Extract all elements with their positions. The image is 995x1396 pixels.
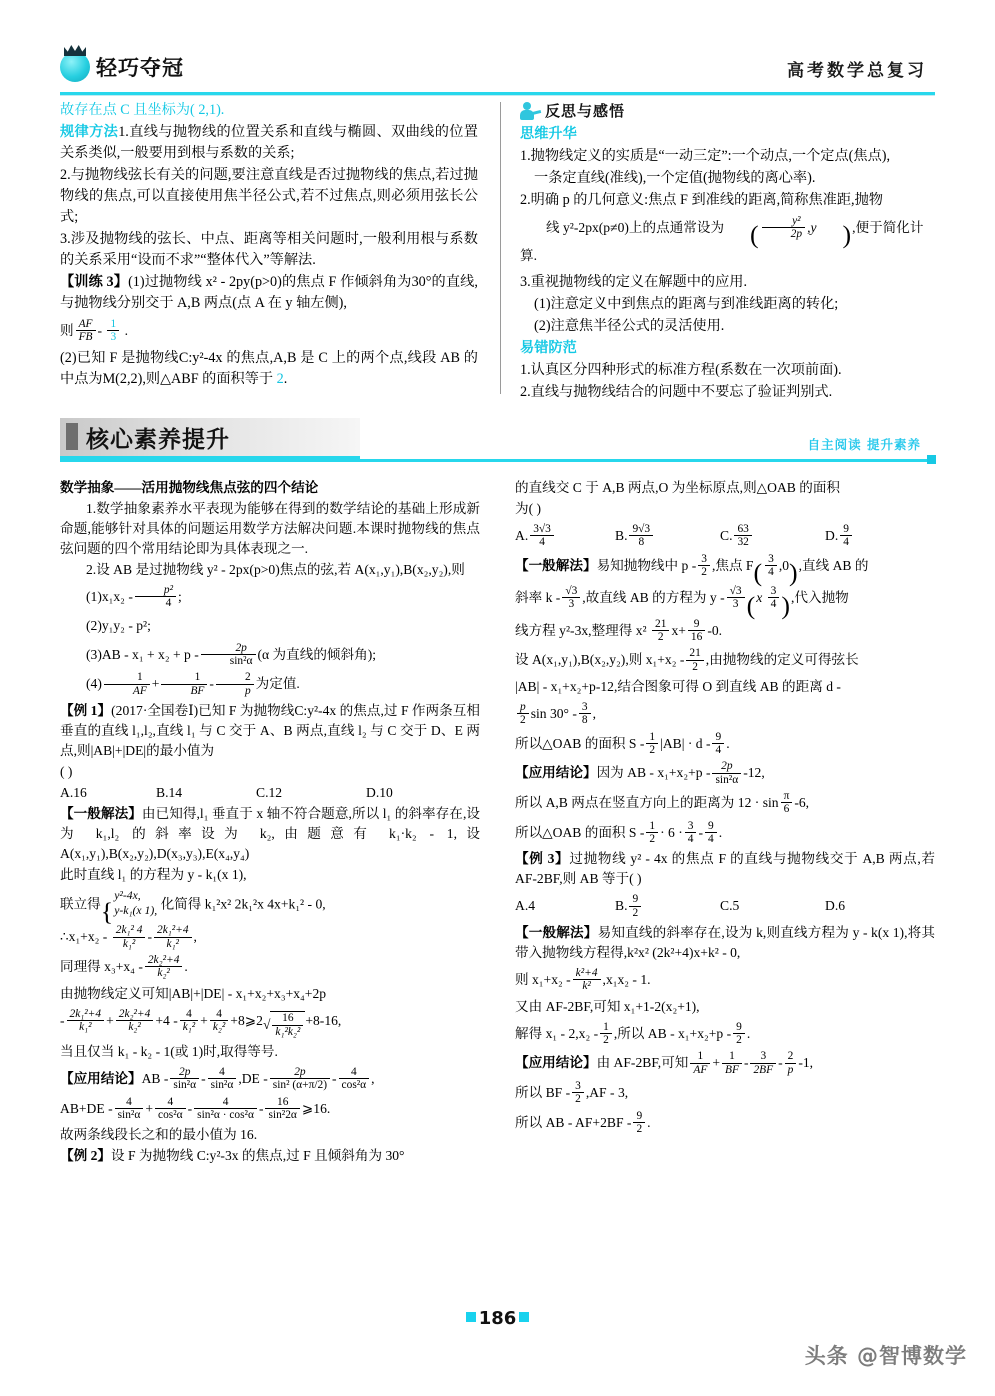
p7-eq: -	[60, 1012, 65, 1028]
application-1-label: 【应用结论】	[60, 1070, 142, 1086]
option-b-fraction: $\frac{9}{2}$	[629, 893, 641, 919]
s3p2-fraction: $\frac{\text{k²+4}}{\text{k²}}$	[573, 967, 601, 993]
thinking-2b-y: ,y	[807, 219, 817, 235]
option-d[interactable]: D.10	[366, 784, 393, 800]
a2p2-pre: 所以 A,B 两点在竖直方向上的距离为 12 · sin	[515, 794, 779, 810]
p7-mid: +4 -	[155, 1012, 178, 1028]
one-over-af-fraction: $\frac{1}{AF}$	[104, 671, 150, 697]
a2p3-fraction-1: $\frac{1}{2}$	[646, 820, 658, 846]
af-fb-fraction: $\frac{AF}{FB}$	[76, 318, 96, 344]
s2p3-fraction-2: $\frac{9}{16}$	[688, 618, 705, 644]
app1-fraction-3: $\frac{2p}{\text{sin² (α+π/2)}}$	[270, 1066, 330, 1092]
a2p2-fraction: $\frac{\pi}{6}$	[781, 790, 793, 816]
a3-fraction-2: $\frac{1}{BF}$	[722, 1050, 742, 1076]
top-block	[60, 100, 935, 400]
rule-3: 3.涉及抛物线的弦长、中点、距离等相关问题时,一般利用根与系数的关系采用“设而不求”“整体代入”等解法.	[60, 231, 478, 268]
option-b[interactable]: B. $\frac{9√3}{8}$	[615, 523, 720, 549]
p7-fraction-3: $\frac{4}{\text{k₁²}}$	[180, 1008, 198, 1034]
a2p1-fraction: $\frac{2p}{\text{sin²α}}$	[712, 760, 741, 786]
s3p4-pre: 解得 x₁ - 2,x₂ -	[515, 1025, 599, 1041]
rule-1: 1.直线与抛物线的位置关系和直线与椭圆、双曲线的位置关系类似,一般要用到根与系数的关系;	[60, 124, 478, 161]
page-marker-right-icon	[519, 1312, 529, 1322]
brace-icon: {	[100, 897, 114, 927]
conclusion-4	[60, 671, 480, 697]
option-a[interactable]: A. $\frac{3√3}{4}$	[515, 523, 615, 549]
solution-2-p5: |AB| - x₁+x₂+p-12,结合图象可得 O 到直线 AB 的距离 d -	[515, 678, 841, 694]
paren-close: )	[781, 590, 790, 620]
app1-l2-eq2: -	[258, 1100, 264, 1116]
main-left-column	[60, 478, 480, 1167]
banner-rule	[360, 459, 927, 462]
s2p6-post: ,	[592, 705, 597, 721]
p5-pre: 同理得 x₃+x₄ -	[60, 958, 143, 974]
header-rule-soft	[60, 95, 935, 96]
banner-subtitle: 自主阅读 提升素养	[807, 437, 921, 452]
top-left-column	[60, 100, 478, 391]
training-1-tail: 则	[60, 322, 74, 338]
p4-post: ,	[193, 929, 197, 945]
app1-end: ,	[371, 1070, 375, 1086]
app1-l2-end: ⩾16.	[301, 1100, 331, 1116]
option-a-fraction: $\frac{3√3}{4}$	[530, 523, 554, 549]
s2p7-fraction-2: $\frac{9}{4}$	[712, 731, 724, 757]
s2p3-mid: x+	[671, 622, 686, 638]
option-c-fraction: $\frac{63}{32}$	[734, 523, 751, 549]
a3p3-pre: 所以 AB - AF+2BF -	[515, 1114, 632, 1130]
thinking-1a: 1.抛物线定义的实质是“一动三定”:一个动点,一个定点(焦点),	[520, 148, 891, 164]
solution-2-p3	[515, 618, 935, 644]
application-2-label: 【应用结论】	[515, 765, 597, 781]
crown-icon	[60, 52, 90, 82]
thinking-3-2: (2)注意焦半径公式的灵活使用.	[534, 317, 725, 334]
page-marker-left-icon	[466, 1312, 476, 1322]
training-1-equation: 则 $\frac{AF}{FB}$ - $\frac{1}{3}$ .	[60, 318, 128, 344]
s3p4-post: .	[746, 1025, 751, 1041]
app1-eq2: -	[332, 1070, 337, 1086]
s3p4-fraction-1: $\frac{1}{2}$	[600, 1021, 612, 1047]
page-title: 高考数学总复习	[787, 61, 927, 81]
example-2-label: 【例 2】	[60, 1148, 111, 1164]
solution-1-p2: 此时直线 l₁ 的方程为 y - k₁(x 1),	[60, 866, 247, 882]
paragraph-1: 1.数学抽象素养水平表现为能够在得到的数学结论的基础上形成新命题,能够针对具体的问题运用数学方法解决问题.本课时抛物线的焦点弦问题的四个常用结论即为具体表现之一.	[60, 501, 480, 556]
banner-end-square	[927, 455, 936, 464]
y2-over-2p-fraction: $\frac{\text{y²}}{2p}$	[762, 215, 805, 241]
s2p6-fraction-1: $\frac{p}{2}$	[517, 701, 529, 727]
conclusion-3-post: (α 为直线的倾斜角);	[257, 646, 377, 662]
p7-fraction-1: $\frac{\text{2k₁²+4}}{\text{k₁²}}$	[67, 1008, 105, 1034]
solution-3-p1: 易知直线的斜率存在,设为 k,则直线方程为 y - k(x 1),将其带入抛物线方程得,k²x² (2k²+4)x+k² - 0,	[515, 924, 935, 960]
option-b-fraction: $\frac{9√3}{8}$	[629, 523, 653, 549]
application-3-p2	[515, 1080, 935, 1106]
s2p2-fraction-1: $\frac{√3}{3}$	[562, 585, 580, 611]
p7-radicand-fraction: $\frac{16}{\text{k₁²k₂²}}$	[272, 1012, 303, 1038]
s3p2-post: ,x₁x₂ - 1.	[602, 971, 651, 987]
application-3-label: 【应用结论】	[515, 1055, 597, 1071]
s2p7-mid: |AB| · d -	[660, 735, 711, 751]
page-number: 186	[478, 1308, 517, 1329]
page-number-wrap	[466, 1308, 530, 1329]
a3-fraction-1: $\frac{1}{AF}$	[690, 1050, 710, 1076]
p7-fraction-4: $\frac{4}{\text{k₂²}}$	[210, 1008, 228, 1034]
p4-pre: ∴x₁+x₂ -	[60, 929, 108, 945]
option-a[interactable]: A.16	[60, 784, 87, 800]
training-2: (2)已知 F 是抛物线C:y²-4x 的焦点,A,B 是 C 上的两个点,线段 AB 的中点为M(2,2),则△ABF 的面积等于	[60, 349, 478, 387]
page-header	[60, 52, 935, 96]
training-1: (1)过抛物线 x² - 2py(p>0)的焦点 F 作倾斜角为30°的直线,与抛物线分别交于 A,B 两点(点 A 在 y 轴左侧),	[60, 274, 478, 311]
banner-marker	[66, 423, 78, 450]
s2p4-pre: 设 A(x₁,y₁),B(x₂,y₂),则 x₁+x₂ -	[515, 652, 685, 668]
example-2-text: 设 F 为抛物线 C:y²-3x 的焦点,过 F 且倾斜角为 30°	[110, 1148, 405, 1164]
application-2-p1	[515, 760, 935, 786]
pitfall-1: 1.认真区分四种形式的标准方程(系数在一次项前面).	[520, 361, 842, 378]
training-2-answer: 2	[276, 370, 284, 387]
paren-open: (	[750, 220, 759, 250]
example-3-options	[515, 893, 935, 919]
example-1-options	[60, 783, 480, 803]
p4-eq: -	[147, 929, 152, 945]
app1-mid: ,DE -	[238, 1070, 268, 1086]
a2p1-post: -12,	[743, 765, 765, 781]
solution-2-p2	[515, 585, 935, 620]
s3p4-mid: ,所以 AB - x₁+x₂+p -	[613, 1025, 732, 1041]
solution-1-p8: 当且仅当 k₁ - k₂ - 1(或 1)时,取得等号.	[60, 1044, 278, 1060]
a3-fraction-3: $\frac{3}{2BF}$	[750, 1050, 776, 1076]
example-3-text: 过抛物线 y² - 4x 的焦点 F 的直线与抛物线交于 A,B 两点,若 AF-2BF,则 AB 等于( )	[515, 851, 935, 887]
option-b[interactable]: B. $\frac{9}{2}$	[615, 893, 720, 919]
option-b[interactable]: B.14	[156, 784, 183, 800]
a3p3-post: .	[647, 1114, 651, 1130]
app1-l2-fraction-4: $\frac{16}{\text{sin²2α}}$	[265, 1096, 299, 1122]
s2p7-fraction-1: $\frac{1}{2}$	[646, 731, 658, 757]
page-footer	[0, 1308, 995, 1338]
application-3-p3	[515, 1110, 935, 1136]
example-1-paren: ( )	[60, 763, 73, 779]
solution-3-label: 【一般解法】	[515, 924, 598, 940]
s2p2-fraction-2: $\frac{√3}{3}$	[727, 585, 745, 611]
p7-fraction-2: $\frac{\text{2k₂²+4}}{\text{k₂²}}$	[116, 1008, 154, 1034]
paren-open: (	[753, 558, 763, 588]
a3-post: -1,	[798, 1055, 814, 1071]
option-c[interactable]: C.5	[720, 898, 740, 914]
s2p4-fraction: $\frac{21}{2}$	[686, 647, 703, 673]
thinking-2b	[520, 215, 935, 268]
reflection-header	[520, 100, 935, 121]
application-1-line3: 故两条线段长之和的最小值为 16.	[60, 1127, 258, 1143]
option-d[interactable]: D.6	[825, 898, 846, 914]
paren-open: (	[746, 590, 756, 620]
app1-fraction-4: $\frac{4}{\text{cos²α}}$	[339, 1066, 370, 1092]
p7-tail: +8⩾2	[230, 1012, 263, 1028]
application-1	[60, 1066, 480, 1092]
thinking-2a: 2.明确 p 的几何意义:焦点 F 到准线的距离,简称焦准距,抛物	[520, 192, 883, 208]
s2p1-fraction-2: $\frac{3}{4}$	[765, 553, 777, 579]
p2-over-4-fraction: $\frac{\text{p²}}{4}$	[135, 584, 176, 610]
a2p3-fraction-2: $\frac{3}{4}$	[685, 820, 697, 846]
conclusion-3-pre: (3)AB - x₁ + x₂ + p -	[86, 646, 199, 662]
solution-2-p6	[515, 701, 935, 727]
app1-l2-plus: +	[145, 1100, 153, 1116]
a3-eq1: -	[743, 1055, 749, 1071]
system-post: 化简得 k₁²x² 2k₁²x 4x+k₁² - 0,	[160, 896, 326, 912]
rule-2: 2.与抛物线弦长有关的问题,要注意直线是否过抛物线的焦点,若过抛物线的焦点,可以直接使用焦半径公式,若不过焦点,则必须用弦长公式;	[60, 167, 478, 225]
s2p6-mid: sin 30° -	[530, 705, 577, 721]
a3-plus: +	[712, 1055, 720, 1071]
paragraph-2: 2.设 AB 是过抛物线 y² - 2px(p>0)焦点的弦,若 A(x₁,y₁),B(x₂,y₂),则	[86, 562, 465, 577]
app1-fraction-1: $\frac{2p}{\text{sin²α}}$	[170, 1066, 199, 1092]
system-equations: y²-4x, y-k₁(x 1),	[114, 888, 158, 917]
banner-title: 核心素养提升	[86, 427, 230, 453]
a3p2-post: ,AF - 3,	[585, 1084, 629, 1100]
thinking-3-1: (1)注意定义中到焦点的距离与到准线距离的转化;	[534, 295, 839, 312]
a2p3-fraction-3: $\frac{9}{4}$	[705, 820, 717, 846]
s2p1-pre: 易知抛物线中 p -	[596, 557, 697, 573]
s2p4-post: ,由抛物线的定义可得弦长	[705, 652, 859, 668]
application-2-p3	[515, 820, 935, 846]
conclusion-1-post: ;	[177, 588, 182, 604]
p4-fraction-2: $\frac{\text{2k₁²+4}}{\text{k₁²}}$	[154, 924, 192, 950]
a3p2-pre: 所以 BF -	[515, 1084, 571, 1100]
example-2-options	[515, 523, 935, 549]
solution-3-p3: 又由 AF-2BF,可知 x₁+1-2(x₂+1),	[515, 998, 700, 1014]
conclusion-4-plus: +	[151, 676, 160, 692]
solution-1-p4	[60, 924, 480, 950]
application-1-line2	[60, 1096, 480, 1122]
s3p4-fraction-2: $\frac{9}{2}$	[733, 1021, 745, 1047]
solution-1-p7: - $\frac{\text{2k₁²+4}}{\text{k₁²}}$ + $\frac{\text{2k₂²+4}}{\text{k₂²}}$ +4 - $\frac{4}{\text{k₁²}}$ + $\frac{4}{\text{k₂²}}$ +8⩾2√ $\frac{16}{\text{k₁²k₂²}}$ +8-16,	[60, 1007, 342, 1038]
option-d-fraction: $\frac{9}{4}$	[840, 523, 852, 549]
continuation-1: 的直线交 C 于 A,B 两点,O 为坐标原点,则△OAB 的面积	[515, 480, 841, 495]
s2p3-pre: 线方程 y²-3x,整理得 x²	[515, 622, 647, 638]
a3p3-fraction: $\frac{9}{2}$	[633, 1110, 645, 1136]
2p-over-sin2a-fraction: $\frac{2p}{\text{sin²α}}$	[201, 642, 256, 668]
pitfall-2: 2.直线与抛物线结合的问题中不要忘了验证判别式.	[520, 383, 833, 400]
sqrt-icon: √ $\frac{16}{\text{k₁²k₂²}}$	[263, 1011, 305, 1038]
a2p1-pre: 因为 AB - x₁+x₂+p -	[596, 765, 711, 781]
example-3-label: 【例 3】	[515, 851, 570, 867]
s2p2-x: x	[756, 590, 763, 606]
s2p7-post: .	[726, 735, 730, 751]
s2p7-pre: 所以△OAB 的面积 S -	[515, 735, 645, 751]
training-2-period: .	[283, 370, 288, 387]
section-banner	[60, 418, 935, 470]
training-1-answer-fraction: $\frac{1}{3}$	[107, 318, 119, 344]
two-over-p-fraction: $\frac{2}{p}$	[216, 671, 254, 697]
solution-1-label: 【一般解法】	[60, 805, 142, 821]
example-1-text: (2017·全国卷Ⅰ)已知 F 为抛物线C:y²-4x 的焦点,过 F 作两条互相垂直的直线 l₁,l₂,直线 l₁ 与 C 交于 A、B 两点,直线 l₂ 与 C 交于 D、E 两点,则|AB|+|DE|的最小值为	[60, 702, 481, 758]
a2p3-pre: 所以△OAB 的面积 S -	[515, 824, 645, 840]
conclusion-2: (2)y₁y₂ - p²;	[86, 617, 151, 633]
main-right-column	[515, 478, 935, 1139]
solution-1-p5	[60, 954, 480, 980]
brand-name: 轻巧夺冠	[96, 56, 184, 80]
solution-2-p7	[515, 731, 935, 757]
a2p3-post: .	[718, 824, 723, 840]
s3p2-pre: 则 x₁+x₂ -	[515, 971, 571, 987]
paren-close: )	[842, 220, 852, 250]
s2p1-fraction-1: $\frac{3}{2}$	[698, 553, 710, 579]
solution-2-label: 【一般解法】	[515, 557, 597, 573]
a3-fraction-4: $\frac{2}{p}$	[785, 1050, 797, 1076]
solution-3-p4	[515, 1021, 935, 1047]
person-icon	[520, 102, 540, 120]
p7-end: +8-16,	[305, 1012, 342, 1028]
p5-post: .	[184, 958, 188, 974]
conclusion-4-post: 为定值.	[255, 676, 300, 692]
p4-fraction-1: $\frac{\text{2k₁² 4}}{\text{k₁²}}$	[113, 924, 146, 950]
system-pre: 联立得	[60, 896, 101, 912]
s2p2-pre: 斜率 k -	[515, 590, 561, 606]
training-label: 【训练 3】	[60, 274, 129, 290]
s2p2-mid: ,故直线 AB 的方程为 y -	[582, 590, 725, 606]
watermark: 头条 @智博数学	[804, 1344, 967, 1368]
app1-l2-fraction-1: $\frac{4}{\text{sin²α}}$	[115, 1096, 144, 1122]
continuation-2: 为( )	[515, 501, 542, 516]
column-divider	[500, 102, 501, 394]
solution-1-p6: 由抛物线定义可知|AB|+|DE| - x₁+x₂+x₃+x₄+2p	[60, 985, 327, 1001]
option-c[interactable]: C.12	[256, 784, 283, 800]
s2p1-post: ,直线 AB 的	[798, 557, 869, 573]
conclusion-3	[60, 642, 480, 668]
rule-method-label: 规律方法	[60, 124, 119, 140]
app1-pre: AB -	[141, 1070, 169, 1086]
s2p6-fraction-2: $\frac{3}{8}$	[579, 701, 591, 727]
training-1-eq: -	[97, 322, 103, 338]
paren-close: )	[789, 558, 798, 588]
s2p3-fraction-1: $\frac{21}{2}$	[652, 618, 669, 644]
thinking-1b: 一条定直线(准线),一个定值(抛物线的离心率).	[534, 170, 816, 186]
solution-1-system	[60, 888, 480, 927]
s2p3-post: -0.	[707, 622, 723, 638]
thinking-2b-pre: 线 y²-2px(p≠0)上的点通常设为	[546, 219, 725, 235]
a3p1-pre: 由 AF-2BF,可知	[596, 1055, 689, 1071]
app1-l2-fraction-2: $\frac{4}{\text{cos²α}}$	[155, 1096, 186, 1122]
example-1-label: 【例 1】	[60, 702, 112, 718]
a2p3-m2: -	[698, 824, 703, 840]
option-c[interactable]: C. $\frac{63}{32}$	[720, 523, 825, 549]
a3-eq2: -	[778, 1055, 783, 1071]
app1-eq1: -	[201, 1070, 206, 1086]
app1-l2-fraction-3: $\frac{4}{\text{sin²α · cos²α}}$	[194, 1096, 257, 1122]
pitfall-sublabel: 易错防范	[520, 339, 577, 356]
reflection-title: 反思与感悟	[545, 102, 626, 120]
p5-fraction: $\frac{\text{2k₂²+4}}{\text{k₂²}}$	[145, 954, 183, 980]
answer-line: 故存在点 C 且坐标为( 2,1).	[60, 102, 225, 118]
top-right-column	[520, 100, 935, 404]
solution-3-p2	[515, 967, 935, 993]
main-body	[60, 478, 935, 1298]
a2p3-m1: · 6 ·	[660, 824, 683, 840]
a3p2-fraction: $\frac{3}{2}$	[572, 1080, 584, 1106]
s2p2-fraction-3: $\frac{3}{4}$	[768, 585, 780, 611]
solution-1-p1: 由已知得,l₁ 垂直于 x 轴不符合题意,所以 l₁ 的斜率存在,设为 k₁,l₂ 的斜率设为 k₂,由题意有 k₁·k₂ - 1,设 A(x₁,y₁),B(x₂,y₂),D(x₃,y₃),E(x₄,y₄)	[60, 805, 481, 861]
banner-underline	[60, 456, 360, 462]
thinking-2b-post: ,便于简化计算.	[520, 219, 924, 263]
conclusion-1-pre: (1)x₁x₂ -	[86, 588, 133, 604]
solution-2-p4	[515, 647, 935, 673]
conclusion-4-pre: (4)	[86, 676, 102, 692]
s2p2-post: ,代入抛物	[790, 590, 849, 606]
thinking-3: 3.重视抛物线的定义在解题中的应用.	[520, 273, 748, 290]
thinking-sublabel: 思维升华	[520, 126, 577, 142]
app1-l2-eq1: -	[187, 1100, 193, 1116]
app1-l2-pre: AB+DE -	[60, 1100, 113, 1116]
s2p1-zero: ,0	[778, 557, 790, 573]
section-heading: 数学抽象——活用抛物线焦点弦的四个结论	[60, 480, 319, 495]
conclusion-1	[60, 584, 480, 610]
application-2-p2	[515, 790, 935, 816]
application-3-p1	[515, 1050, 935, 1076]
conclusion-4-eq: -	[209, 676, 214, 692]
option-a[interactable]: A.4	[515, 898, 536, 914]
s2p1-mid: ,焦点 F	[711, 557, 754, 573]
app1-fraction-2: $\frac{4}{\text{sin²α}}$	[208, 1066, 237, 1092]
one-over-bf-fraction: $\frac{1}{BF}$	[161, 671, 207, 697]
a2p2-post: -6,	[794, 794, 810, 810]
brand-logo	[60, 52, 184, 82]
solution-2-p1	[515, 552, 935, 588]
option-d[interactable]: D. $\frac{9}{4}$	[825, 528, 854, 543]
